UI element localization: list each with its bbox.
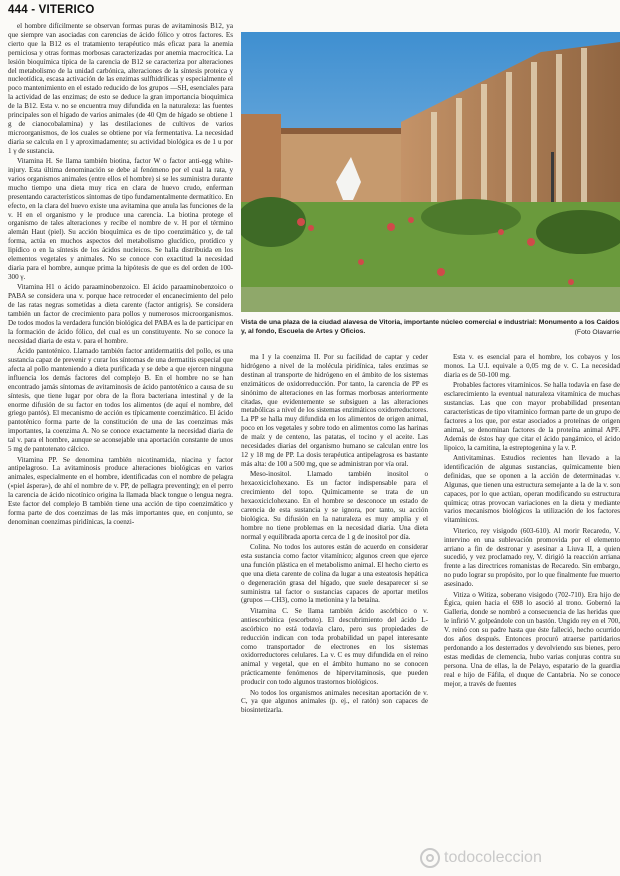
watermark-logo-icon bbox=[420, 848, 440, 868]
paragraph: Meso-inositol. Llamado también inositol o hexaoxiciclohexano. Es un factor indispensable para el crecimiento del topo. Químicamente se trata de un hexaoxiciclohexano. En el hombre se desconoce un estado de carencia de esta sustancia y se ignora, por tanto, su acción biológica. Su difusión en la naturaleza es muy amplia y el hombre no tiene problemas en la necesidad diaria. Una dieta normal y equilibrada aporta cerca de 1 g de inositol por día. bbox=[241, 470, 428, 541]
running-title: VITERICO bbox=[38, 4, 95, 16]
page-number: 444 bbox=[8, 4, 28, 16]
paragraph: No todos los organismos animales necesitan aportación de v. C, ya que algunos animales (p. ej., el ratón) son capaces de biosintetizarla. bbox=[241, 688, 428, 715]
paragraph: Ácido pantoténico. Llamado también factor antidermatitis del pollo, es una sustancia capaz de prevenir y curar los síntomas de una dermatitis especial que afecta al pollo manteniendo a dieta purificada y se debe a que ejercen ninguna influencia los demás factores del complejo B. En el hombre no se han encontrado jamás síntomas de avitaminosis de ácido pantoténico a causa de su síntesis, que tiene lugar por obra de la flora bacteriana intestinal y de la enorme difusión de su factor en todos los alimentos (de aquí el nombre, del griego pantós). El mecanismo de acción es típicamente coenzimático. El ácido pantoténico forma parte de la constitución de una de las coenzimas más importantes, la coenzima A. No se conoce exactamente la necesidad diaria de tal v. para el hombre, aunque se aconsejable una aportación constante de unos 5 mg de pantotenato cálcico. bbox=[8, 347, 233, 454]
page-header bbox=[8, 4, 95, 16]
paragraph: ma I y la coenzima II. Por su facilidad de captar y ceder hidrógeno a nivel de la molécula piridínica, tales enzimas se destinan al transporte de hidrógeno en el ámbito de los sistemas enzimáticos de oxidorreducción. Por tanto, la carencia de PP es sinónimo de alteraciones en las formas morbosas anteriormente citadas, que evidentemente se subsiguen a las alteraciones metabólicas a nivel de los sistemas enzimáticos oxidorreductores. La PP se halla muy difundida en los alimentos de origen animal, poco en los vegetales y sobre todo en alimentos como las harinas de maíz y de centeno, las patatas, el tocino y el aceite. Las necesidades diarias del organismo humano se calculan entre los 12 y 18 mg de PP. La dosis terapéutica antipelagrosa es bastante más alta: de 100 a 500 mg, que se administran por vía oral. bbox=[241, 353, 428, 468]
paragraph: Viterico, rey visigodo (603-610). Al morir Recaredo, V. intervino en una sublevación promovida por el elemento arriano a fin de destronar y asesinar a Liuva II, a quien sucedió, y vez proclamado rey, V. dirigió la reacción arriana frente a las directrices romanistas de Recaredo. Sin embargo, no pudo lograr su propósito, por lo que finalmente fue muerto asesinado. bbox=[444, 526, 620, 589]
text-column-left bbox=[8, 22, 233, 857]
paragraph: Vitamina C. Se llama también ácido ascórbico o v. antiescorbútica (escorbuto). El descubrimiento del ácido L-ascórbico no está todavía claro, pero sus propiedades de reducción indican con toda probabilidad un papel interesante como transportador de electrones en los sistemas oxidorreductores celulares. La v. C es muy difundida en el reino animal y vegetal, que en el ámbito humano no se conocen prácticamente fenómenos de hipervitaminosis, que pueden producir con todo algunos trastornos biológicos. bbox=[241, 606, 428, 687]
photo-credit: (Foto Olavarrie bbox=[574, 329, 620, 336]
paragraph: Colina. No todos los autores están de acuerdo en considerar esta sustancia como factor vitamínico; algunos creen que ejerce una función plástica en el metabolismo animal. El hecho cierto es que una dieta carente de colina da lugar a una esteatosis hepática o degeneración grasa del hígado, que suele desaparecer si se suministra tal factor o sustancias capaces de aportar metilos (grupos —CH3), como la metionina y la betaína. bbox=[241, 543, 428, 605]
paragraph: el hombre difícilmente se observan formas puras de avitaminosis B12, ya que siempre van asociadas con carencias de ácido fólico y otros factores. Es cierto que la B12 es el tratamiento terapéutico más eficaz para la anemia perniciosa y otras formas morbosas caracterizadas por anemia macrocítica. La lesión bioquímica típica de la carencia de B12 se caracteriza por alteraciones del metabolismo de la unidad carbónica, alteraciones de la síntesis proteica y nucleotídica, escasa activación de las enzimas sulfhidrílicas y especialmente el poco mantenimiento en el estado reducido de los grupos —SH, esenciales para la actividad de las enzimas; de esto se deduce la gran importancia bioquímica de la B12. Esta v. no se encuentra muy difundida en la naturaleza: las fuentes principales son el hígado de varios animales (de 40 Qm de hígado se obtiene 1 g de cianocobalamina) y las destilaciones de cultivos de varios microorganismos, de los cuales se obtiene por vía fermentativa. La necesidad diaria se calcula en 1 y aproximadamente; su actividad biológica es de 1 u por 1 γ de sustancia. bbox=[8, 22, 233, 155]
paragraph: Esta v. es esencial para el hombre, los cobayos y los monos. La U.I. equivale a 0,05 mg de v. C. La necesidad diaria es de 50-100 mg. bbox=[444, 353, 620, 379]
paragraph: Vitamina H1 o ácido paraaminobenzoico. El ácido paraaminobenzoico o PABA se considera una v. porque hace retroceder el encanecimiento del pelo de las ratas negras sometidas a dieta carente (factor antigris). Se considera también un factor de crecimiento para pollos y numerosos microorganismos. De todos modos la verdadera función biológica del PABA es la de participar en la formación de ácido fólico, del cual es un constituyente. No se conoce la necesidad diaria de esta v. para el hombre. bbox=[8, 283, 233, 345]
paragraph: Vitiza o Witiza, soberano visigodo (702-710). Era hijo de Égica, quien hacia el 698 lo asoció al trono. Gobernó la Galleria, donde se nombró a consecuencia de las heridas que le infirió V. golpeándole con un bastón. Ungido rey en el 700, V. reinó con su padre hasta que éste falleció, hecho ocurrido dos años después. Entonces procuró atraerse partidarios perdonando a los desterrados y devolviendo sus bienes, pero estas medidas de clemencia, hubo varias conjuras contra su persona. Una de ellas, la de Pelayo, espatario de la guardia real e hijo de Fáfila, el duque de Cantabria. No se conoce mejor, a través de fuentes bbox=[444, 590, 620, 688]
photo-caption bbox=[241, 318, 620, 336]
city-square-photo bbox=[241, 32, 620, 312]
vitoria-plaza-image bbox=[241, 32, 620, 312]
caption-text: Vista de una plaza de la ciudad alavesa de Vitoria, importante núcleo comercial e industrial: Monumento a los Caídos y, al fondo, Escuela de Artes y Oficios. bbox=[241, 319, 620, 335]
header-separator: - bbox=[31, 4, 36, 16]
paragraph: Probables factores vitamínicos. Se halla todavía en fase de esclarecimiento la eventual naturaleza vitamínica de muchas sustancias. Las que con mayor probabilidad presentan características de tipo vitamínico forman parte de un grupo de factores a los que, por estar asociados a proteínas de origen animal, se denominan factores de la proteína animal APF. Además de éstos hay que citar el ácido pangámico, el ácido lipoico, la carnitina, la estreptogenina y la v. P. bbox=[444, 381, 620, 452]
watermark-text: todocoleccion bbox=[444, 849, 542, 866]
text-column-right bbox=[444, 353, 620, 773]
paragraph: Antivitaminas. Estudios recientes han llevado a la identificación de algunas sustancias, químicamente bien definidas, que se oponen a la acción de determinadas v. Algunas, que tienen una estructura semejante a la de la v. son capaces, por lo que actúan, operan modificando su estructura química; otras provocan variaciones en la dieta y mediante varios mecanismos biológicos la utilización de los factores vitamínicos. bbox=[444, 453, 620, 525]
paragraph: Vitamina H. Se llama también biotina, factor W o factor anti-egg white-injury. Esta última denominación se debe al fenómeno por el cual la rata, y varios organismos animales (entre ellos el hombre) si se les suministra durante mucho tiempo una dieta muy rica en clara de huevo crudo, enferman presentando característicos síntomas de tipo fundamentalmente dermatítico. En efecto, en la clara del huevo existe una avitamina que anula las funciones de la v. H en el organismo y le produce una carencia. La biotina protege el organismo de tales alteraciones y recibe el nombre de v. H por el término alemán Haut (piel). Su acción bioquímica es de tipo coenzimático y, de tal forma, actúa en muchos aspectos del metabolismo glucídico, protídico y lipídico o en la síntesis de los ácidos nucleicos. Se halla distribuida en los elementos vegetales y animales. No se conoce con exactitud la necesidad diaria para el hombre, aunque prima la hipótesis de que es del orden de 100-300 γ. bbox=[8, 157, 233, 281]
text-column-middle bbox=[241, 353, 428, 773]
watermark bbox=[420, 848, 542, 868]
paragraph: Vitamina PP. Se denomina también nicotinamida, niacina y factor antipelagroso. La avitaminosis produce alteraciones biológicas en varios animales, especialmente en el hombre, identificadas con el nombre de pelagra («piel áspera»), de ahí el nombre de v. PP, de pellagra preventing); en el perro la carencia de ácido nicotínico origina la llamada black tongue o lengua negra. Este factor del complejo B también tiene una acción de tipo coenzimático y forma parte de dos coenzimas de las más importantes que, en conjunto, se denominan coenzimas piridínicas, la coenzi- bbox=[8, 455, 233, 526]
